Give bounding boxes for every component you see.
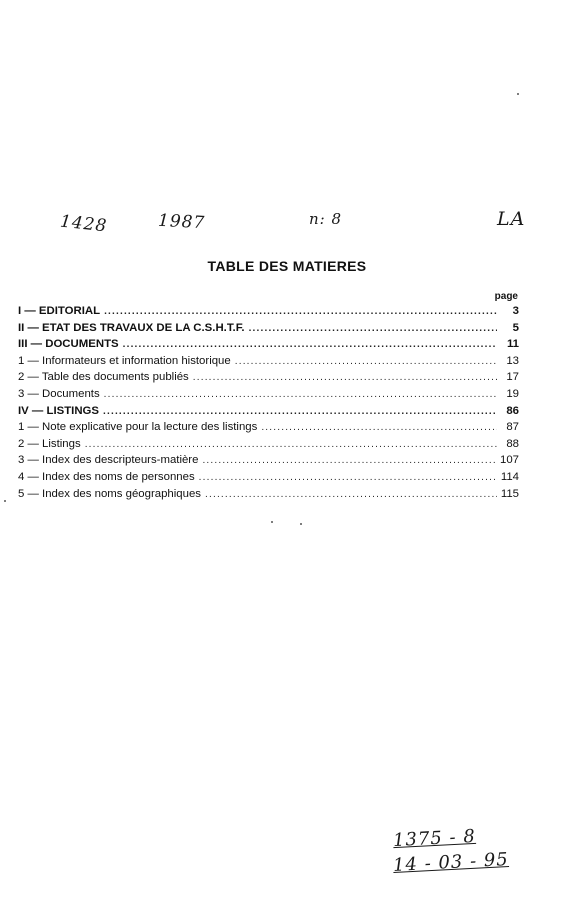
toc-entry-label: 2 — Table des documents publiés xyxy=(18,371,189,384)
toc-entry-label: 1 — Informateurs et information historique xyxy=(18,354,231,367)
toc-entry xyxy=(18,405,519,422)
toc-entry-label: 5 — Index des noms géographiques xyxy=(18,487,202,500)
page-title: TABLE DES MATIERES xyxy=(207,258,367,274)
leader-dots xyxy=(85,439,497,450)
page-column-header: page xyxy=(494,291,518,302)
faint-stamp-bleedthrough xyxy=(385,772,568,832)
table-of-contents xyxy=(18,305,519,504)
scan-speck xyxy=(517,93,519,95)
toc-entry xyxy=(18,488,519,505)
leader-dots xyxy=(235,356,497,367)
handwritten-date: 14 - 03 - 95 xyxy=(392,848,510,877)
toc-entry-label: II — ETAT DES TRAVAUX DE LA C.S.H.T.F. xyxy=(18,321,245,334)
toc-entry-page: 13 xyxy=(506,354,519,367)
leader-dots xyxy=(104,389,497,400)
leader-dots xyxy=(261,422,497,433)
toc-entry-page: 107 xyxy=(499,454,519,467)
toc-entry-page: 86 xyxy=(506,404,519,417)
toc-entry xyxy=(18,322,519,339)
scan-speck xyxy=(4,500,6,502)
toc-entry xyxy=(18,471,519,488)
scan-speck xyxy=(271,521,273,523)
toc-entry-page: 114 xyxy=(500,470,519,483)
toc-entry xyxy=(18,355,519,372)
handwritten-issue: n: 8 xyxy=(309,210,343,228)
toc-entry-page: 19 xyxy=(506,387,519,400)
leader-dots xyxy=(103,406,497,417)
toc-entry xyxy=(18,438,519,455)
leader-dots xyxy=(249,323,497,334)
leader-dots xyxy=(193,372,497,383)
handwritten-archive-number: 1375 - 8 xyxy=(392,825,477,852)
toc-entry-label: III — DOCUMENTS xyxy=(18,338,119,351)
toc-entry xyxy=(18,338,519,355)
toc-entry xyxy=(18,421,519,438)
toc-entry-page: 11 xyxy=(506,338,519,351)
leader-dots xyxy=(104,306,497,317)
toc-entry-label: 1 — Note explicative pour la lecture des listings xyxy=(18,421,258,434)
toc-entry xyxy=(18,454,519,471)
leader-dots xyxy=(199,472,497,483)
toc-entry-page: 115 xyxy=(500,487,519,500)
toc-entry-label: 4 — Index des noms de personnes xyxy=(18,470,195,483)
toc-entry-label: 2 — Listings xyxy=(18,437,81,450)
leader-dots xyxy=(202,455,496,466)
leader-dots xyxy=(205,489,497,500)
scan-speck xyxy=(300,523,302,525)
handwritten-year: 1987 xyxy=(157,210,206,234)
handwritten-number: 1428 xyxy=(59,211,109,237)
toc-entry-label: IV — LISTINGS xyxy=(18,404,100,417)
toc-entry-page: 3 xyxy=(512,305,519,317)
leader-dots xyxy=(123,339,497,350)
toc-entry-page: 88 xyxy=(506,437,519,450)
toc-entry xyxy=(18,388,519,405)
toc-entry-page: 17 xyxy=(506,371,519,384)
handwritten-initials: LA xyxy=(497,208,526,230)
toc-entry xyxy=(18,371,519,388)
toc-entry xyxy=(18,305,519,322)
toc-entry-label: 3 — Documents xyxy=(18,387,100,400)
toc-entry-page: 5 xyxy=(512,321,519,334)
toc-entry-label: I — EDITORIAL xyxy=(18,305,101,317)
toc-entry-label: 3 — Index des descripteurs-matière xyxy=(18,454,199,467)
toc-entry-page: 87 xyxy=(506,421,519,434)
